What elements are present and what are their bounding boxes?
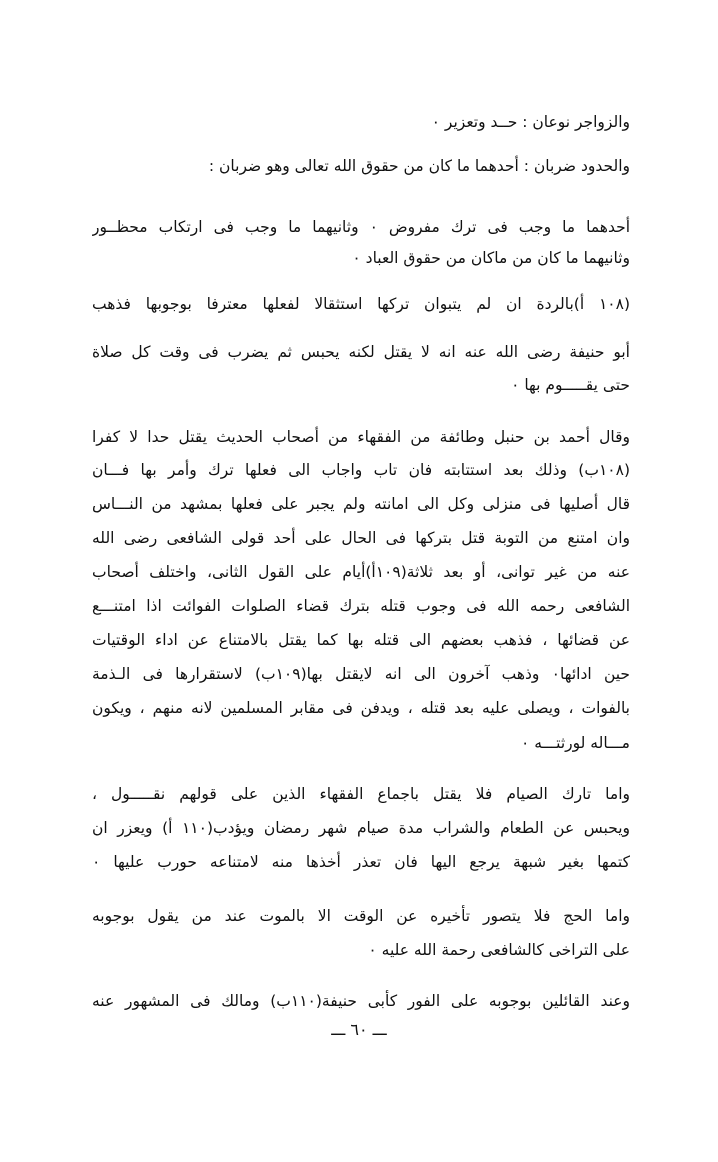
text-line: واما تارك الصيام فلا يقتل باجماع الفقهاء الذين على قولهم نقـــــول ، <box>92 785 630 803</box>
text-line: وثانيهما ما كان من ماكان من حقوق العباد ٠ <box>352 249 630 267</box>
text-line: مـــاله لورثتـــه ٠ <box>520 734 630 752</box>
text-line: قال أصليها فى منزلى وكل الى امانته ولم يجبر على فعلها بمشهد من النـــاس <box>92 495 630 513</box>
text-line: وقال أحمد بن حنبل وطائفة من الفقهاء من أصحاب الحديث يقتل حدا لا كفرا <box>92 428 630 446</box>
text-line: حين ادائها٠ وذهب آخرون الى انه لايقتل بها(١٠٩ب) لاستقرارها فى الـذمة <box>92 665 630 683</box>
text-line: والحدود ضربان : أحدهما ما كان من حقوق الله تعالى وهو ضربان : <box>208 157 630 175</box>
text-line: ويحبس عن الطعام والشراب مدة صيام شهر رمضان ويؤدب(١١٠ أ) ويعزر ان <box>92 819 630 837</box>
text-line: واما الحج فلا يتصور تأخيره عن الوقت الا بالموت عند من يقول بوجوبه <box>92 907 630 925</box>
text-line: كتمها بغير شبهة يرجع اليها فان تعذر أخذها منه لامتناعه حورب عليها ٠ <box>92 853 630 871</box>
text-line: (١٠٨ أ)بالردة ان لم يتبوان تركها استثقالا لفعلها معترفا بوجوبها فذهب <box>92 295 630 313</box>
text-line: حتى يقـــــوم بها ٠ <box>511 376 630 394</box>
text-line: الشافعى رحمه الله فى وجوب قتله بترك قضاء الصلوات الفوائت اذا امتنـــع <box>92 597 630 615</box>
text-line: على التراخى كالشافعى رحمة الله عليه ٠ <box>368 941 630 959</box>
text-line: عن قضائها ، فذهب بعضهم الى قتله بها كما يقتل بالامتناع عن اداء الوقتيات <box>92 631 630 649</box>
text-line: عنه من غير توانى، أو بعد ثلاثة(١٠٩أ)أيام على القول الثانى، واختلف أصحاب <box>92 563 630 581</box>
text-line: وان امتنع من التوبة قتل بتركها فى الحال على أحد قولى الشافعى رضى الله <box>92 529 630 547</box>
page-number: ـــ ٦٠ ـــ <box>331 1020 387 1039</box>
text-line: أحدهما ما وجب فى ترك مفروض ٠ وثانيهما ما وجب فى ارتكاب محظــور <box>92 218 630 236</box>
text-line: أبو حنيفة رضى الله عنه انه لا يقتل لكنه يحبس ثم يضرب فى وقت كل صلاة <box>92 343 630 361</box>
text-line: والزواجر نوعان : حــد وتعزير ٠ <box>431 113 630 131</box>
text-line: وعند القائلين بوجوبه على الفور كأبى حنيفة(١١٠ب) ومالك فى المشهور عنه <box>92 992 630 1010</box>
text-line: بالفوات ، ويصلى عليه بعد قتله ، ويدفن فى مقابر المسلمين لانه منهم ، ويكون <box>92 699 630 717</box>
text-line: (١٠٨ب) وذلك بعد استتابته فان تاب واجاب الى فعلها ترك وأمر بها فـــان <box>92 461 630 479</box>
